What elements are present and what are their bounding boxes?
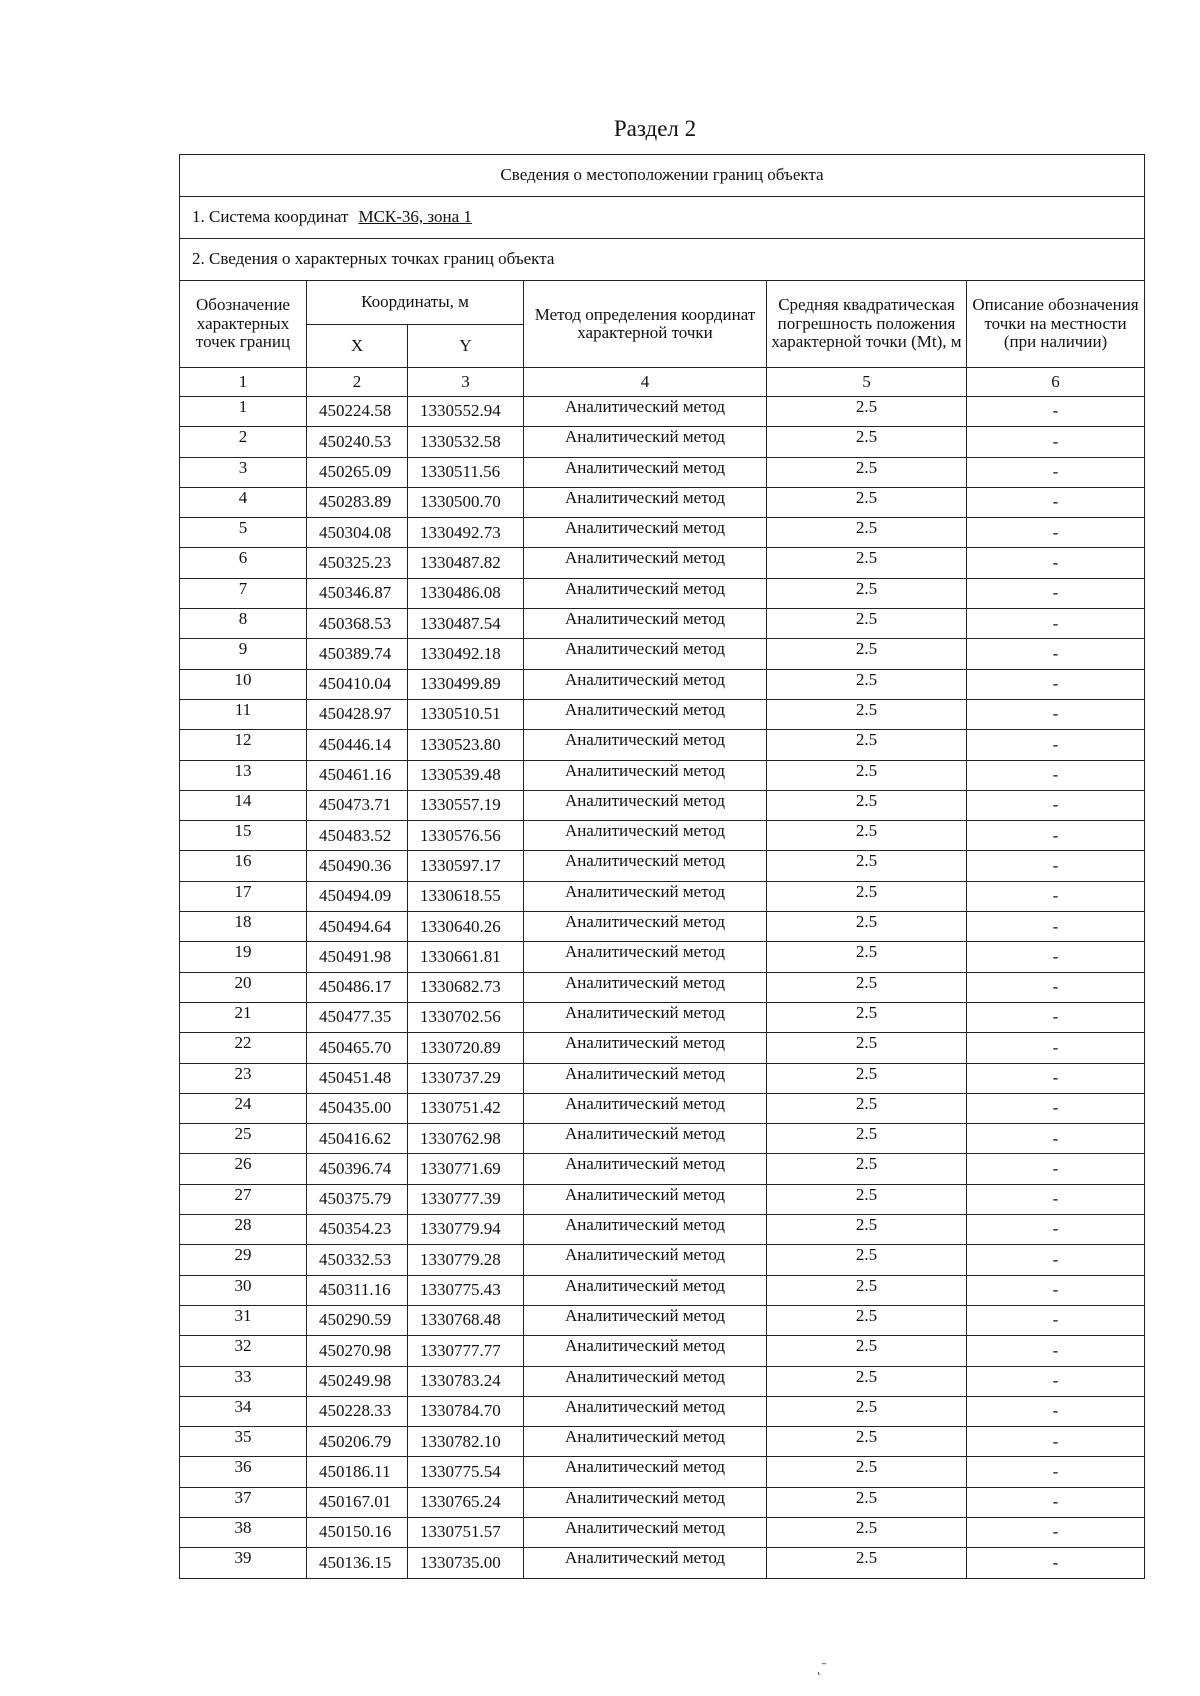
accuracy-cell: 2.5 [767, 1427, 967, 1457]
description-cell: - [967, 1063, 1145, 1093]
description-cell: - [967, 1427, 1145, 1457]
column-header-x: X [307, 324, 408, 368]
y-coordinate: 1330510.51 [408, 699, 524, 729]
accuracy-cell: 2.5 [767, 669, 967, 699]
y-coordinate: 1330702.56 [408, 1002, 524, 1032]
description-cell: - [967, 578, 1145, 608]
point-number: 15 [180, 821, 307, 851]
table-row [180, 942, 1145, 972]
y-coordinate: 1330500.70 [408, 487, 524, 517]
x-coordinate: 450446.14 [307, 730, 408, 760]
description-cell: - [967, 397, 1145, 427]
column-number: 3 [408, 368, 524, 397]
y-coordinate: 1330768.48 [408, 1305, 524, 1335]
method-cell: Аналитический метод [524, 1427, 767, 1457]
table-row [180, 1002, 1145, 1032]
method-cell: Аналитический метод [524, 1245, 767, 1275]
point-number: 5 [180, 518, 307, 548]
accuracy-cell: 2.5 [767, 1184, 967, 1214]
method-cell: Аналитический метод [524, 1305, 767, 1335]
method-cell: Аналитический метод [524, 1063, 767, 1093]
x-coordinate: 450494.09 [307, 881, 408, 911]
x-coordinate: 450311.16 [307, 1275, 408, 1305]
y-coordinate: 1330751.57 [408, 1517, 524, 1547]
x-coordinate: 450332.53 [307, 1245, 408, 1275]
accuracy-cell: 2.5 [767, 1245, 967, 1275]
point-number: 38 [180, 1517, 307, 1547]
x-coordinate: 450435.00 [307, 1093, 408, 1123]
table-row [180, 851, 1145, 881]
method-cell: Аналитический метод [524, 578, 767, 608]
accuracy-cell: 2.5 [767, 912, 967, 942]
y-coordinate: 1330640.26 [408, 912, 524, 942]
y-coordinate: 1330557.19 [408, 790, 524, 820]
accuracy-cell: 2.5 [767, 1366, 967, 1396]
point-number: 18 [180, 912, 307, 942]
accuracy-cell: 2.5 [767, 972, 967, 1002]
section-title: Раздел 2 [613, 116, 697, 141]
description-cell: - [967, 730, 1145, 760]
table-row [180, 518, 1145, 548]
accuracy-cell: 2.5 [767, 1457, 967, 1487]
method-cell: Аналитический метод [524, 1457, 767, 1487]
column-header-method: Метод определения координат характерной точки [524, 281, 767, 368]
description-cell: - [967, 760, 1145, 790]
y-coordinate: 1330720.89 [408, 1033, 524, 1063]
table-row [180, 1093, 1145, 1123]
y-coordinate: 1330682.73 [408, 972, 524, 1002]
point-number: 3 [180, 457, 307, 487]
method-cell: Аналитический метод [524, 760, 767, 790]
y-coordinate: 1330762.98 [408, 1124, 524, 1154]
point-number: 24 [180, 1093, 307, 1123]
point-number: 25 [180, 1124, 307, 1154]
x-coordinate: 450465.70 [307, 1033, 408, 1063]
y-coordinate: 1330775.54 [408, 1457, 524, 1487]
x-coordinate: 450486.17 [307, 972, 408, 1002]
accuracy-cell: 2.5 [767, 548, 967, 578]
point-number: 39 [180, 1548, 307, 1578]
table-row [180, 669, 1145, 699]
method-cell: Аналитический метод [524, 790, 767, 820]
x-coordinate: 450483.52 [307, 821, 408, 851]
table-row [180, 1517, 1145, 1547]
method-cell: Аналитический метод [524, 1154, 767, 1184]
y-coordinate: 1330779.28 [408, 1245, 524, 1275]
accuracy-cell: 2.5 [767, 1215, 967, 1245]
x-coordinate: 450389.74 [307, 639, 408, 669]
method-cell: Аналитический метод [524, 1336, 767, 1366]
point-number: 35 [180, 1427, 307, 1457]
point-number: 33 [180, 1366, 307, 1396]
point-number: 6 [180, 548, 307, 578]
point-number: 17 [180, 881, 307, 911]
x-coordinate: 450136.15 [307, 1548, 408, 1578]
method-cell: Аналитический метод [524, 821, 767, 851]
x-coordinate: 450224.58 [307, 397, 408, 427]
point-number: 16 [180, 851, 307, 881]
x-coordinate: 450396.74 [307, 1154, 408, 1184]
description-cell: - [967, 1245, 1145, 1275]
accuracy-cell: 2.5 [767, 1487, 967, 1517]
accuracy-cell: 2.5 [767, 1396, 967, 1426]
table-row [180, 912, 1145, 942]
table-row [180, 1184, 1145, 1214]
accuracy-cell: 2.5 [767, 1336, 967, 1366]
accuracy-cell: 2.5 [767, 1124, 967, 1154]
description-cell: - [967, 1184, 1145, 1214]
table-row [180, 1336, 1145, 1366]
x-coordinate: 450410.04 [307, 669, 408, 699]
description-cell: - [967, 669, 1145, 699]
point-number: 30 [180, 1275, 307, 1305]
x-coordinate: 450461.16 [307, 760, 408, 790]
y-coordinate: 1330532.58 [408, 427, 524, 457]
point-number: 28 [180, 1215, 307, 1245]
x-coordinate: 450283.89 [307, 487, 408, 517]
y-coordinate: 1330779.94 [408, 1215, 524, 1245]
y-coordinate: 1330552.94 [408, 397, 524, 427]
column-header-y: Y [408, 324, 524, 368]
boundary-points-table [179, 154, 1145, 1579]
table-row [180, 1245, 1145, 1275]
y-coordinate: 1330486.08 [408, 578, 524, 608]
point-number: 13 [180, 760, 307, 790]
table-row [180, 1305, 1145, 1335]
method-cell: Аналитический метод [524, 457, 767, 487]
y-coordinate: 1330777.39 [408, 1184, 524, 1214]
accuracy-cell: 2.5 [767, 427, 967, 457]
point-number: 1 [180, 397, 307, 427]
accuracy-cell: 2.5 [767, 1275, 967, 1305]
point-number: 32 [180, 1336, 307, 1366]
y-coordinate: 1330765.24 [408, 1487, 524, 1517]
point-number: 2 [180, 427, 307, 457]
description-cell: - [967, 639, 1145, 669]
y-coordinate: 1330751.42 [408, 1093, 524, 1123]
description-cell: - [967, 457, 1145, 487]
description-cell: - [967, 790, 1145, 820]
y-coordinate: 1330487.54 [408, 609, 524, 639]
method-cell: Аналитический метод [524, 972, 767, 1002]
y-coordinate: 1330777.77 [408, 1336, 524, 1366]
x-coordinate: 450206.79 [307, 1427, 408, 1457]
coordinate-system-label: 1. Система координат [192, 207, 349, 227]
table-row [180, 1124, 1145, 1154]
accuracy-cell: 2.5 [767, 518, 967, 548]
x-coordinate: 450491.98 [307, 942, 408, 972]
accuracy-cell: 2.5 [767, 851, 967, 881]
y-coordinate: 1330487.82 [408, 548, 524, 578]
table-row [180, 1396, 1145, 1426]
point-number: 10 [180, 669, 307, 699]
description-cell: - [967, 609, 1145, 639]
method-cell: Аналитический метод [524, 699, 767, 729]
x-coordinate: 450428.97 [307, 699, 408, 729]
description-cell: - [967, 1002, 1145, 1032]
x-coordinate: 450265.09 [307, 457, 408, 487]
method-cell: Аналитический метод [524, 942, 767, 972]
point-number: 8 [180, 609, 307, 639]
method-cell: Аналитический метод [524, 1396, 767, 1426]
accuracy-cell: 2.5 [767, 1305, 967, 1335]
table-row [180, 639, 1145, 669]
x-coordinate: 450416.62 [307, 1124, 408, 1154]
column-number: 1 [180, 368, 307, 397]
method-cell: Аналитический метод [524, 1366, 767, 1396]
y-coordinate: 1330737.29 [408, 1063, 524, 1093]
table-row [180, 760, 1145, 790]
coordinate-system-value: МСК-36, зона 1 [358, 207, 472, 227]
method-cell: Аналитический метод [524, 1124, 767, 1154]
description-cell: - [967, 912, 1145, 942]
y-coordinate: 1330735.00 [408, 1548, 524, 1578]
x-coordinate: 450354.23 [307, 1215, 408, 1245]
description-cell: - [967, 1487, 1145, 1517]
column-header-coords: Координаты, м [307, 281, 524, 325]
description-cell: - [967, 821, 1145, 851]
description-cell: - [967, 699, 1145, 729]
point-number: 31 [180, 1305, 307, 1335]
method-cell: Аналитический метод [524, 1093, 767, 1123]
method-cell: Аналитический метод [524, 1215, 767, 1245]
x-coordinate: 450304.08 [307, 518, 408, 548]
method-cell: Аналитический метод [524, 397, 767, 427]
x-coordinate: 450375.79 [307, 1184, 408, 1214]
column-number: 4 [524, 368, 767, 397]
column-number: 5 [767, 368, 967, 397]
description-cell: - [967, 1275, 1145, 1305]
table-row [180, 1275, 1145, 1305]
table-row [180, 578, 1145, 608]
column-number: 6 [967, 368, 1145, 397]
method-cell: Аналитический метод [524, 730, 767, 760]
table-row [180, 1487, 1145, 1517]
description-cell: - [967, 1396, 1145, 1426]
method-cell: Аналитический метод [524, 912, 767, 942]
accuracy-cell: 2.5 [767, 760, 967, 790]
table-row [180, 730, 1145, 760]
method-cell: Аналитический метод [524, 427, 767, 457]
description-cell: - [967, 1548, 1145, 1578]
accuracy-cell: 2.5 [767, 699, 967, 729]
description-cell: - [967, 548, 1145, 578]
x-coordinate: 450473.71 [307, 790, 408, 820]
accuracy-cell: 2.5 [767, 1093, 967, 1123]
method-cell: Аналитический метод [524, 851, 767, 881]
description-cell: - [967, 1517, 1145, 1547]
accuracy-cell: 2.5 [767, 730, 967, 760]
x-coordinate: 450494.64 [307, 912, 408, 942]
method-cell: Аналитический метод [524, 548, 767, 578]
point-number: 34 [180, 1396, 307, 1426]
description-cell: - [967, 1093, 1145, 1123]
column-header-description: Описание обозначения точки на местности (при наличии) [967, 281, 1145, 368]
method-cell: Аналитический метод [524, 1184, 767, 1214]
x-coordinate: 450490.36 [307, 851, 408, 881]
accuracy-cell: 2.5 [767, 1517, 967, 1547]
table-row [180, 1063, 1145, 1093]
accuracy-cell: 2.5 [767, 1063, 967, 1093]
x-coordinate: 450240.53 [307, 427, 408, 457]
method-cell: Аналитический метод [524, 881, 767, 911]
column-number: 2 [307, 368, 408, 397]
method-cell: Аналитический метод [524, 518, 767, 548]
y-coordinate: 1330782.10 [408, 1427, 524, 1457]
scan-mark: ˛ˉ [817, 1661, 827, 1676]
x-coordinate: 450368.53 [307, 609, 408, 639]
point-number: 29 [180, 1245, 307, 1275]
table-row [180, 1154, 1145, 1184]
point-number: 22 [180, 1033, 307, 1063]
points-heading: 2. Сведения о характерных точках границ объекта [180, 239, 1145, 281]
accuracy-cell: 2.5 [767, 881, 967, 911]
x-coordinate: 450150.16 [307, 1517, 408, 1547]
point-number: 11 [180, 699, 307, 729]
table-row [180, 790, 1145, 820]
accuracy-cell: 2.5 [767, 609, 967, 639]
point-number: 14 [180, 790, 307, 820]
point-number: 23 [180, 1063, 307, 1093]
table-row [180, 1033, 1145, 1063]
x-coordinate: 450477.35 [307, 1002, 408, 1032]
description-cell: - [967, 851, 1145, 881]
table-row [180, 609, 1145, 639]
x-coordinate: 450228.33 [307, 1396, 408, 1426]
description-cell: - [967, 1336, 1145, 1366]
point-number: 19 [180, 942, 307, 972]
column-header-accuracy: Средняя квадратическая погрешность положения характерной точки (Mt), м [767, 281, 967, 368]
table-row [180, 427, 1145, 457]
description-cell: - [967, 1033, 1145, 1063]
y-coordinate: 1330775.43 [408, 1275, 524, 1305]
table-row [180, 972, 1145, 1002]
description-cell: - [967, 881, 1145, 911]
point-number: 9 [180, 639, 307, 669]
description-cell: - [967, 1366, 1145, 1396]
y-coordinate: 1330618.55 [408, 881, 524, 911]
x-coordinate: 450290.59 [307, 1305, 408, 1335]
table-title: Сведения о местоположении границ объекта [180, 155, 1145, 197]
point-number: 26 [180, 1154, 307, 1184]
y-coordinate: 1330511.56 [408, 457, 524, 487]
accuracy-cell: 2.5 [767, 942, 967, 972]
table-row [180, 699, 1145, 729]
method-cell: Аналитический метод [524, 1033, 767, 1063]
method-cell: Аналитический метод [524, 669, 767, 699]
x-coordinate: 450186.11 [307, 1457, 408, 1487]
description-cell: - [967, 487, 1145, 517]
description-cell: - [967, 972, 1145, 1002]
point-number: 20 [180, 972, 307, 1002]
point-number: 7 [180, 578, 307, 608]
y-coordinate: 1330492.18 [408, 639, 524, 669]
description-cell: - [967, 1457, 1145, 1487]
y-coordinate: 1330661.81 [408, 942, 524, 972]
accuracy-cell: 2.5 [767, 1002, 967, 1032]
table-row [180, 487, 1145, 517]
accuracy-cell: 2.5 [767, 790, 967, 820]
table-row [180, 397, 1145, 427]
y-coordinate: 1330784.70 [408, 1396, 524, 1426]
point-number: 12 [180, 730, 307, 760]
x-coordinate: 450270.98 [307, 1336, 408, 1366]
accuracy-cell: 2.5 [767, 397, 967, 427]
accuracy-cell: 2.5 [767, 457, 967, 487]
table-row [180, 1548, 1145, 1578]
description-cell: - [967, 518, 1145, 548]
y-coordinate: 1330539.48 [408, 760, 524, 790]
x-coordinate: 450451.48 [307, 1063, 408, 1093]
y-coordinate: 1330492.73 [408, 518, 524, 548]
column-numbers-row [180, 368, 1145, 397]
method-cell: Аналитический метод [524, 639, 767, 669]
description-cell: - [967, 1154, 1145, 1184]
method-cell: Аналитический метод [524, 1002, 767, 1032]
accuracy-cell: 2.5 [767, 1033, 967, 1063]
y-coordinate: 1330771.69 [408, 1154, 524, 1184]
table-row [180, 457, 1145, 487]
accuracy-cell: 2.5 [767, 578, 967, 608]
description-cell: - [967, 1124, 1145, 1154]
method-cell: Аналитический метод [524, 487, 767, 517]
table-row [180, 821, 1145, 851]
table-row [180, 881, 1145, 911]
y-coordinate: 1330523.80 [408, 730, 524, 760]
accuracy-cell: 2.5 [767, 1154, 967, 1184]
y-coordinate: 1330499.89 [408, 669, 524, 699]
y-coordinate: 1330576.56 [408, 821, 524, 851]
accuracy-cell: 2.5 [767, 821, 967, 851]
y-coordinate: 1330783.24 [408, 1366, 524, 1396]
point-number: 21 [180, 1002, 307, 1032]
coordinate-system-row [180, 197, 1145, 239]
description-cell: - [967, 942, 1145, 972]
point-number: 37 [180, 1487, 307, 1517]
description-cell: - [967, 1305, 1145, 1335]
method-cell: Аналитический метод [524, 1548, 767, 1578]
method-cell: Аналитический метод [524, 1275, 767, 1305]
method-cell: Аналитический метод [524, 1487, 767, 1517]
accuracy-cell: 2.5 [767, 487, 967, 517]
table-row [180, 1457, 1145, 1487]
x-coordinate: 450249.98 [307, 1366, 408, 1396]
description-cell: - [967, 1215, 1145, 1245]
column-header-label: Обозначение характерных точек границ [180, 281, 307, 368]
table-row [180, 1427, 1145, 1457]
y-coordinate: 1330597.17 [408, 851, 524, 881]
description-cell: - [967, 427, 1145, 457]
x-coordinate: 450167.01 [307, 1487, 408, 1517]
x-coordinate: 450325.23 [307, 548, 408, 578]
table-row [180, 1215, 1145, 1245]
method-cell: Аналитический метод [524, 609, 767, 639]
accuracy-cell: 2.5 [767, 639, 967, 669]
table-row [180, 548, 1145, 578]
table-row [180, 1366, 1145, 1396]
point-number: 4 [180, 487, 307, 517]
x-coordinate: 450346.87 [307, 578, 408, 608]
point-number: 36 [180, 1457, 307, 1487]
point-number: 27 [180, 1184, 307, 1214]
method-cell: Аналитический метод [524, 1517, 767, 1547]
accuracy-cell: 2.5 [767, 1548, 967, 1578]
